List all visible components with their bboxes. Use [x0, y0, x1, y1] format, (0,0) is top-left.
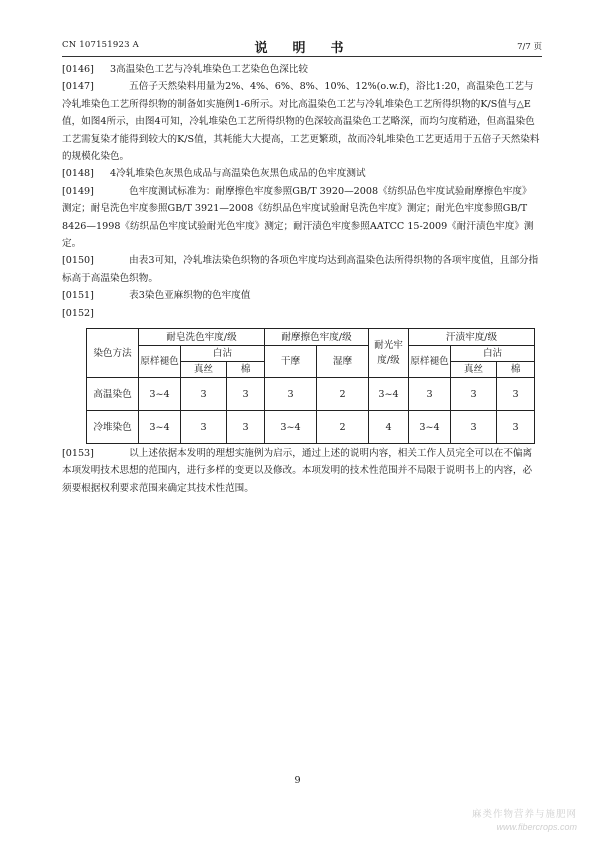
header-wet: 湿摩: [317, 346, 369, 378]
header-stain: 白沾: [451, 346, 535, 362]
table-row: [87, 378, 535, 411]
paragraph: [62, 61, 540, 78]
header-cotton: 棉: [497, 362, 535, 378]
table-cell: 3: [227, 378, 265, 411]
paragraph-text: 以上述依据本发明的理想实施例为启示，通过上述的说明内容，相关工作人员完全可以在不偏离本项发明技术思想的范围内，进行多样的变更以及修改。本项发明的技术性范围并不局限于说明书上的内容，必须要根据权利要求范围来确定其技术性范围。: [62, 448, 533, 494]
header-sweat: 汗渍牢度/级: [409, 329, 535, 346]
table-cell: 3: [227, 411, 265, 444]
body-text-bottom: [62, 445, 540, 497]
paragraph-number: [0149]: [62, 185, 94, 197]
paragraph-number: [0148]: [62, 168, 94, 180]
table-cell: 3: [265, 378, 317, 411]
table-cell: 3: [451, 378, 497, 411]
table: [86, 328, 535, 444]
paragraph-number: [0146]: [62, 64, 94, 75]
page-number: 9: [294, 775, 301, 786]
header-orig: 原样褪色: [409, 346, 451, 378]
paragraph: [62, 183, 540, 253]
header-method: 染色方法: [87, 329, 139, 378]
table-cell: 2: [317, 378, 369, 411]
table-header-row: [87, 329, 535, 346]
table-cell: 3: [181, 411, 227, 444]
table-cell: 3~4: [265, 411, 317, 444]
page-count: 7/7 页: [517, 42, 542, 52]
header-silk: 真丝: [451, 362, 497, 378]
paragraph: [62, 78, 540, 165]
table-cell: 3~4: [369, 378, 409, 411]
paragraph-text: 由表3可知，冷轧堆法染色织物的各项色牢度均达到高温染色法所得织物的各项牢度值，且部分指标高于高温染色织物。: [62, 255, 539, 284]
table-cell: 3: [497, 411, 535, 444]
paragraph-text: 3高温染色工艺与冷轧堆染色工艺染色色深比较: [110, 64, 308, 75]
row-method: 冷堆染色: [87, 411, 139, 444]
header-dry: 干摩: [265, 346, 317, 378]
header-soap: 耐皂洗色牢度/级: [139, 329, 265, 346]
header-light: 耐光牢度/级: [369, 329, 409, 378]
header-stain: 白沾: [181, 346, 265, 362]
table-cell: 3~4: [139, 411, 181, 444]
paragraph-text: 五倍子天然染料用量为2%、4%、6%、8%、10%、12%(o.w.f)，浴比1:20，高温染色工艺与冷轧堆染色工艺所得织物的制备如实施例1-6所示。对比高温染色工艺与冷轧堆染色工艺所得织物的K/S值与△E值，如图4所示，由图4可知，冷轧堆染色工艺所得织物的色深较高温染色工艺略深，而均匀度稍逊，但高温染色工艺需复染才能得到较大的K/S值，其耗能大大提高，工艺更繁琐，故而冷轧堆染色工艺更适用于五倍子天然染料的规模化染色。: [62, 81, 540, 163]
table-header-row: [87, 346, 535, 362]
paragraph: [62, 252, 540, 287]
header-orig: 原样褪色: [139, 346, 181, 378]
table-cell: 4: [369, 411, 409, 444]
paragraph: [62, 305, 540, 322]
table-cell: 3: [181, 378, 227, 411]
paragraph-text: 色牢度测试标准为：耐摩擦色牢度参照GB/T 3920—2008《纺织品色牢度试验耐摩擦色牢度》测定；耐皂洗色牢度参照GB/T 3921—2008《纺织品色牢度试验耐皂洗色牢度》测定；耐光色牢度参照GB/T 8426—1998《纺织品色牢度试验耐光色牢度》测定；耐汗渍色牢度参照AATCC 15-2009《耐汗渍色牢度》测定。: [62, 185, 534, 250]
table-cell: 3: [497, 378, 535, 411]
colorfastness-table: [86, 328, 521, 444]
paragraph-number: [0151]: [62, 290, 94, 302]
table-cell: 3: [409, 378, 451, 411]
patent-number: CN 107151923 A: [62, 40, 139, 50]
watermark: [472, 806, 577, 832]
header-rule: [62, 56, 542, 57]
paragraph: [62, 165, 540, 182]
watermark-url: www.fibercrops.com: [496, 822, 577, 832]
table-cell: 3~4: [409, 411, 451, 444]
paragraph-number: [0152]: [62, 307, 94, 319]
paragraph-text: 4冷轧堆染色灰黑色成品与高温染色灰黑色成品的色牢度测试: [110, 168, 366, 180]
paragraph-number: [0153]: [62, 448, 94, 459]
table-row: [87, 411, 535, 444]
header-rub: 耐摩擦色牢度/级: [265, 329, 369, 346]
row-method: 高温染色: [87, 378, 139, 411]
watermark-line: 麻类作物营养与施肥网: [471, 809, 577, 820]
paragraph: [62, 287, 540, 304]
document-title: 说 明 书: [254, 41, 350, 56]
paragraph-text: 表3染色亚麻织物的色牢度值: [110, 290, 251, 302]
header-silk: 真丝: [181, 362, 227, 378]
paragraph-number: [0147]: [62, 81, 94, 93]
body-text-top: [62, 61, 540, 322]
header-cotton: 棉: [227, 362, 265, 378]
table-cell: 3~4: [139, 378, 181, 411]
page-header: [62, 38, 542, 54]
paragraph: [62, 445, 540, 497]
paragraph-number: [0150]: [62, 255, 94, 267]
table-cell: 2: [317, 411, 369, 444]
table-cell: 3: [451, 411, 497, 444]
